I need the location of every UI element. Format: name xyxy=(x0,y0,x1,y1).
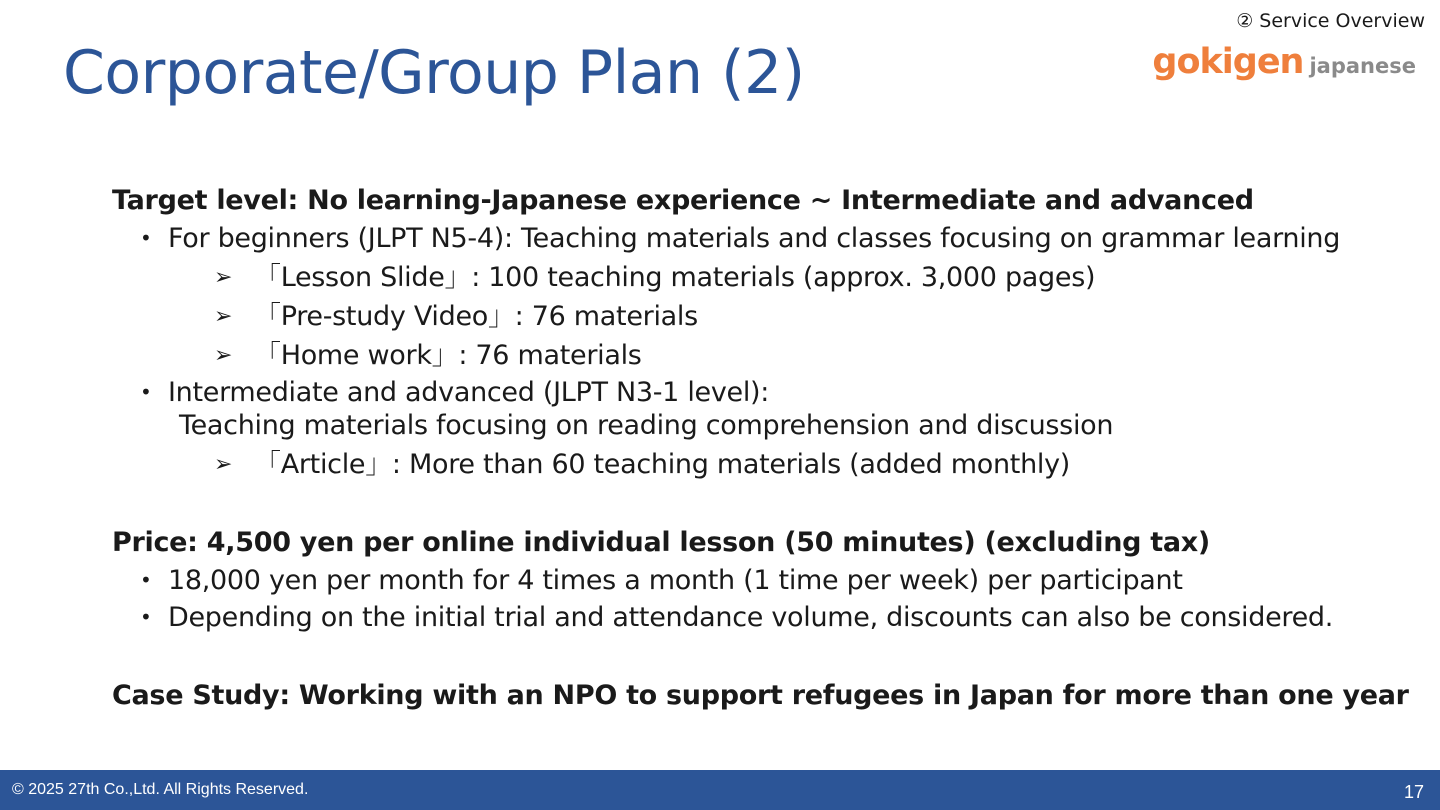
monthly-price-text: 18,000 yen per month for 4 times a month (1 time per week) per participant xyxy=(168,565,1183,596)
arrow-bullet-icon: ➢ xyxy=(214,265,233,290)
arrow-bullet-icon: ➢ xyxy=(214,452,233,477)
page-title: Corporate/Group Plan (2) xyxy=(63,38,805,108)
pre-study-video-text: 「Pre-study Video」: 76 materials xyxy=(254,301,698,332)
gokigen-japanese-logo xyxy=(1152,42,1416,82)
copyright: © 2025 27th Co.,Ltd. All Rights Reserved. xyxy=(12,781,309,798)
case-study-heading: Case Study: Working with an NPO to support refugees in Japan for more than one year xyxy=(112,680,1409,711)
article-item xyxy=(112,446,1422,483)
lesson-slide-text: 「Lesson Slide」: 100 teaching materials (approx. 3,000 pages) xyxy=(254,262,1096,293)
discount-text: Depending on the initial trial and attendance volume, discounts can also be considered. xyxy=(168,602,1334,633)
section-tag: ② Service Overview xyxy=(1236,10,1425,32)
home-work-text: 「Home work」: 76 materials xyxy=(254,340,642,371)
arrow-bullet-icon: ➢ xyxy=(214,343,233,368)
lesson-slide-item xyxy=(112,259,1422,296)
intermediate-line-2: Teaching materials focusing on reading comprehension and discussion xyxy=(179,410,1114,441)
slide-content xyxy=(112,182,1422,715)
home-work-item xyxy=(112,337,1422,374)
logo-sub-text: japanese xyxy=(1309,54,1416,78)
intermediate-line-1: Intermediate and advanced (JLPT N3-1 level): xyxy=(168,377,770,408)
page-number: 17 xyxy=(1403,782,1424,802)
arrow-bullet-icon: ➢ xyxy=(214,304,233,329)
article-text: 「Article」: More than 60 teaching materials (added monthly) xyxy=(254,449,1071,480)
intermediate-bullet xyxy=(112,374,1422,444)
beginners-bullet xyxy=(112,220,1422,257)
discount-bullet xyxy=(112,599,1422,636)
beginners-text: For beginners (JLPT N5-4): Teaching materials and classes focusing on grammar learning xyxy=(168,223,1341,254)
monthly-price-bullet xyxy=(112,562,1422,599)
price-heading: Price: 4,500 yen per online individual lesson (50 minutes) (excluding tax) xyxy=(112,527,1210,558)
logo-main-text: gokigen xyxy=(1152,42,1304,82)
footer-bar xyxy=(0,770,1440,810)
target-level-heading: Target level: No learning-Japanese experience ~ Intermediate and advanced xyxy=(112,185,1254,216)
pre-study-video-item xyxy=(112,298,1422,335)
